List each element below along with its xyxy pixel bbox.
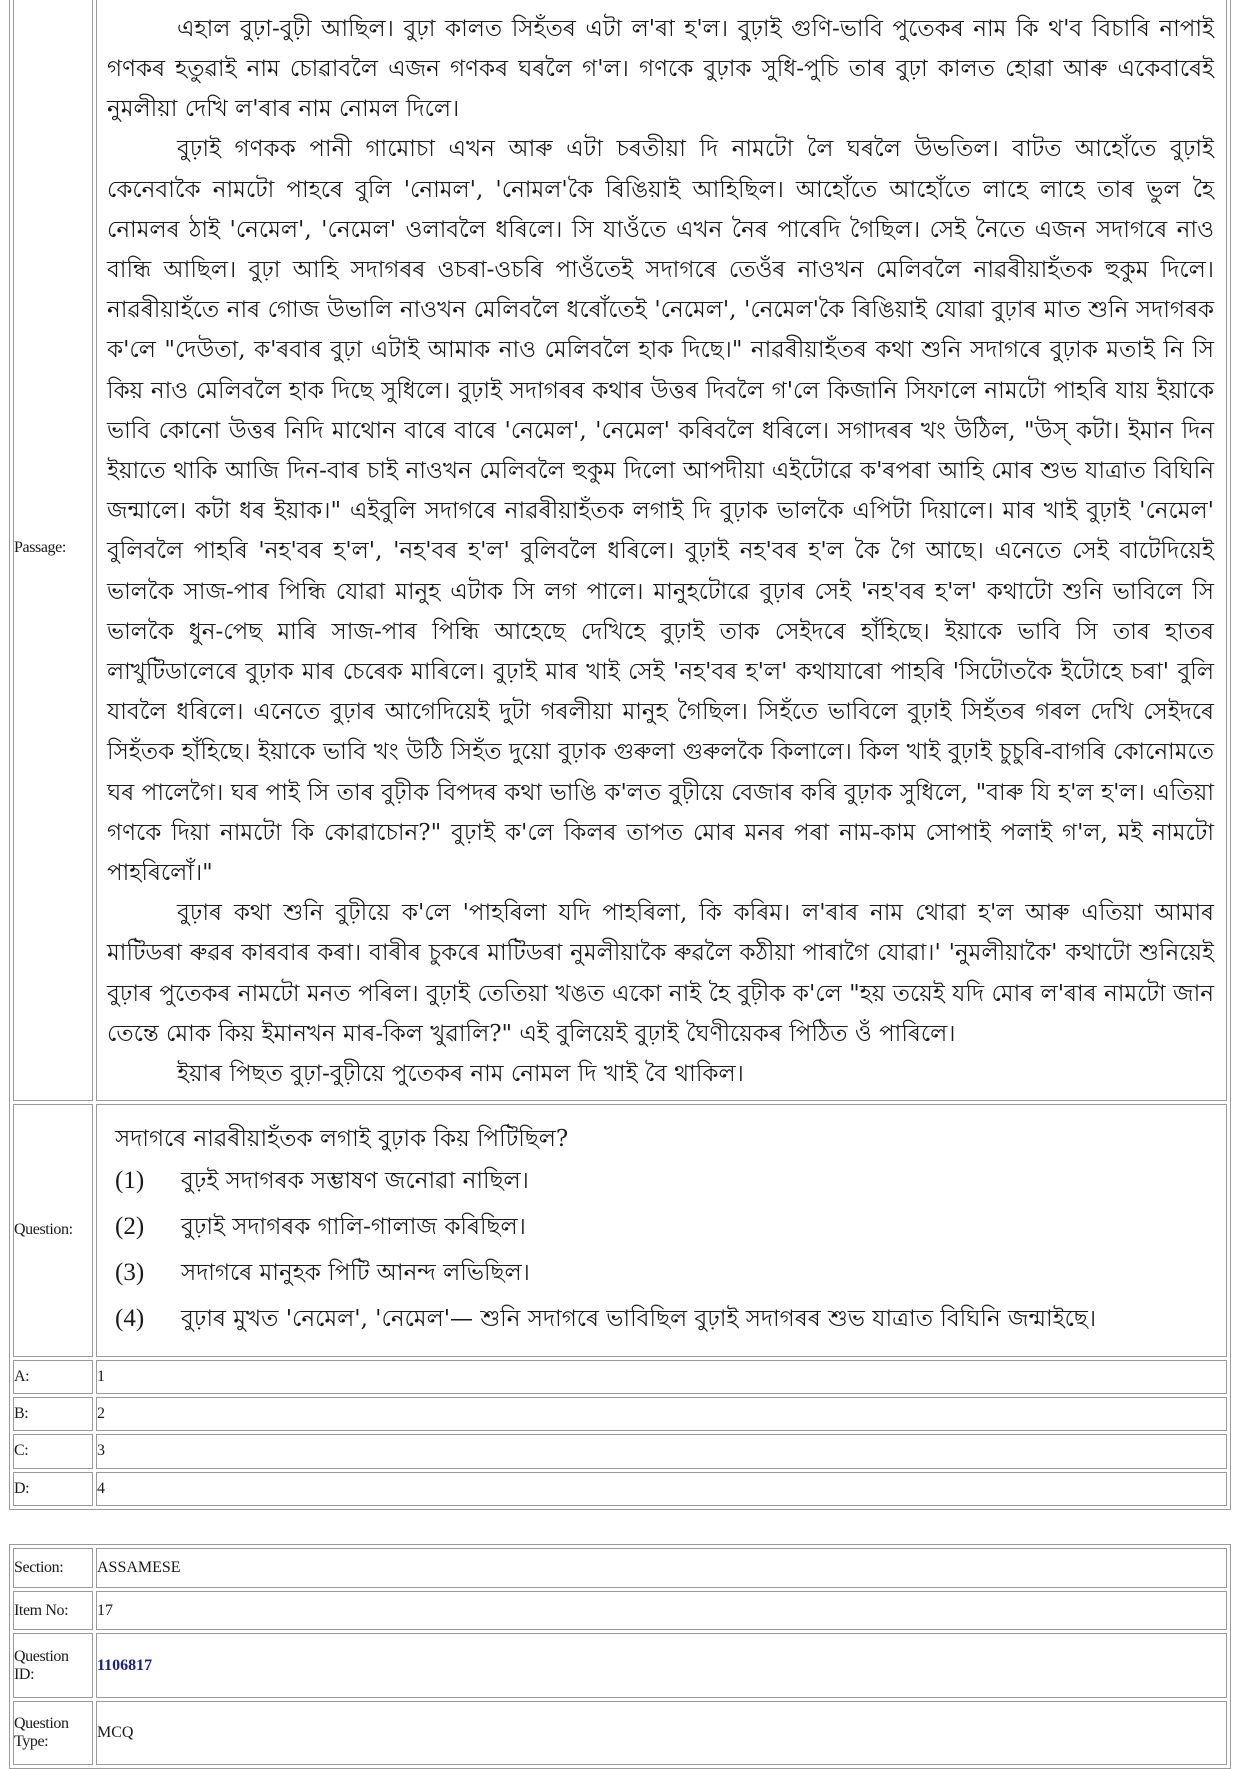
- option-text: বুঢ়াই সদাগৰক গালি-গালাজ কৰিছিল।: [181, 1214, 526, 1241]
- answer-label: B:: [13, 1397, 93, 1431]
- answer-value: 4: [96, 1472, 1227, 1506]
- metadata-table: [9, 1544, 1231, 1769]
- question-table: [9, 0, 1231, 1510]
- section-row: [13, 1548, 1227, 1588]
- answer-label: D:: [13, 1472, 93, 1506]
- passage-cell: [96, 0, 1227, 1101]
- option-text: বুঢ়ই সদাগৰক সম্ভাষণ জনোৱা নাছিল।: [181, 1168, 529, 1195]
- question-id-row: [13, 1633, 1227, 1697]
- passage-paragraph: বুঢ়াৰ কথা শুনি বুঢ়ীয়ে ক'লে 'পাহৰিলা যদি পাহৰিলা, কি কৰিম। ল'ৰাৰ নাম থোৱা হ'ল আৰু এতিয়া আমাৰ মাটিডৰা ৰুৱৰ কাৰবাৰ কৰা। বাৰীৰ চুকৰে মাটিডৰা নুমলীয়াকৈ ৰুৱলৈ কঠীয়া পাৰাগৈ যোৱা।' 'নুমলীয়াকৈ' কথাটো শুনিয়েই বুঢ়াৰ পুতেকৰ নামটো মনত পৰিল। বুঢ়াই তেতিয়া খঙত একো নাই হৈ বুঢ়ীক ক'লে "হয় তয়েই যদি মোৰ ল'ৰাৰ নামটো জান তেন্তে মোক কিয় ইমানখন মাৰ-কিল খুৱালি?" এই বুলিয়েই বুঢ়াই ঘৈণীয়েকৰ পিঠিত ওঁ পাৰিলে।: [107, 900, 1214, 1047]
- answer-row-d: [13, 1472, 1227, 1506]
- question-row: [13, 1104, 1227, 1357]
- question-label: Question:: [13, 1104, 93, 1357]
- answer-label: C:: [13, 1434, 93, 1468]
- passage-paragraph: এহাল বুঢ়া-বুঢ়ী আছিল। বুঢ়া কালত সিহঁতৰ এটা ল'ৰা হ'ল। বুঢ়াই গুণি-ভাবি পুতেকৰ নাম কি থ'ব বিচাৰি নাপাই গণকৰ হতুৱাই নাম চোৱাবলৈ এজন গণকৰ ঘৰলৈ গ'ল। গণকে বুঢ়াক সুধি-পুচি তাৰ বুঢ়া কালত হোৱা আৰু একেবাৰেই নুমলীয়া দেখি ল'ৰাৰ নাম নোমল দিলে।: [107, 15, 1214, 123]
- answer-row-a: [13, 1360, 1227, 1394]
- option-4: [115, 1300, 1208, 1346]
- question-type-row: [13, 1701, 1227, 1765]
- option-text: বুঢ়াৰ মুখত 'নেমেল', 'নেমেল'— শুনি সদাগৰে ভাবিছিল বুঢ়াই সদাগৰৰ শুভ যাত্ৰাত বিঘিনি জন্মাইছে।: [181, 1306, 1097, 1333]
- question-type-label: Question Type:: [13, 1701, 93, 1765]
- section-value: ASSAMESE: [96, 1548, 1227, 1588]
- answer-value: 3: [96, 1434, 1227, 1468]
- passage-paragraph: ইয়াৰ পিছত বুঢ়া-বুঢ়ীয়ে পুতেকৰ নাম নোমল দি খাই বৈ থাকিল।: [177, 1061, 744, 1087]
- question-body: [97, 1106, 1226, 1354]
- passage-label: Passage:: [13, 0, 93, 1101]
- option-number: (3): [115, 1259, 145, 1287]
- question-cell: [96, 1104, 1227, 1357]
- passage-paragraph: বুঢ়াই গণকক পানী গামোচা এখন আৰু এটা চৰতীয়া দি নামটো লৈ ঘৰলৈ উভতিল। বাটত আহোঁতে বুঢ়াই কেনেবাকৈ নামটো পাহৰে বুলি 'নোমল', 'নোমল'কৈ ৰিঙিয়াই আহিছিল। আহোঁতে আহোঁতে লাহে লাহে তাৰ ভুল হৈ নোমলৰ ঠাই 'নেমেল', 'নেমেল' ওলাবলৈ ধৰিলে। সি যাওঁতে এখন নৈৰ পাৰেদি গৈছিল। সেই নৈতে এজন সদাগৰে নাও বান্ধি আছিল। বুঢ়া আহি সদাগৰৰ ওচৰা-ওচৰি পাওঁতেই সদাগৰে তেওঁৰ নাওখন মেলিবলৈ নাৱৰীয়াহঁতক হুকুম দিলে। নাৱৰীয়াহঁতে নাৰ গোজ উভালি নাওখন মেলিবলৈ ধৰোঁতেই 'নেমেল', 'নেমেল'কৈ ৰিঙিয়াই যোৱা বুঢ়াৰ মাত শুনি সদাগৰক ক'লে "দেউতা, ক'ৰবাৰ বুঢ়া এটাই আমাক নাও মেলিবলৈ হাক দিছে।" নাৱৰীয়াহঁতৰ কথা শুনি সদাগৰে বুঢ়াক মতাই নি সি কিয় নাও মেলিবলৈ হাক দিছে সুধিলে। বুঢ়াই সদাগৰৰ কথাৰ উত্তৰ দিবলৈ গ'লে কিজানি সিফালে নামটো পাহৰি যায় ইয়াকে ভাবি কোনো উত্তৰ নিদি মাথোন বাৰে বাৰে 'নেমেল', 'নেমেল' কৰিবলৈ ধৰিলে। সগাদৰৰ খং উঠিল, "উস্ কটা। ইমান দিন ইয়াতে থাকি আজি দিন-বাৰ চাই নাওখন মেলিবলৈ হুকুম দিলো আপদীয়া এইটোৱে ক'ৰপৰা আহি মোৰ শুভ যাত্ৰাত বিঘিনি জন্মালে। কটা ধৰ ইয়াক।" এইবুলি সদাগৰে নাৱৰীয়াহঁতক লগাই দি বুঢ়াক ভালকৈ এপিটা দিয়ালে। মাৰ খাই বুঢ়াই 'নেমেল' বুলিবলৈ পাহৰি 'নহ'বৰ হ'ল', 'নহ'বৰ হ'ল' বুলিবলৈ ধৰিলে। বুঢ়াই নহ'বৰ হ'ল কৈ গৈ আছে। এনেতে সেই বাটেদিয়েই ভালকৈ সাজ-পাৰ পিন্ধি যোৱা মানুহ এটাক সি লগ পালে। মানুহটোৱে বুঢ়াৰ সেই 'নহ'বৰ হ'ল' কথাটো শুনি ভাবিলে সি ভালকৈ ধুন-পেছ মাৰি সাজ-পাৰ পিন্ধি আহেছে দেখিহে বুঢ়াই তাক সেইদৰে হাঁহিছে। ইয়াকে ভাবি সি তাৰ হাতৰ লাখুটিডালেৰে বুঢ়াক মাৰ চেৰেক মাৰিলে। বুঢ়াই মাৰ খাই সেই 'নহ'বৰ হ'ল' কথাযাৰো পাহৰি 'সিটোতকৈ ইটোহে চৰা' বুলি যাবলৈ ধৰিলে। এনেতে বুঢ়াৰ আগেদিয়েই দুটা গৰলীয়া মানুহ গৈছিল। সিহঁতে ভাবিলে বুঢ়াই সিহঁতৰ গৰল দেখি সেইদৰে সিহঁতক হাঁহিছে। ইয়াকে ভাবি খং উঠি সিহঁত দুয়ো বুঢ়াক গুৰুলা গুৰুলকৈ কিলালে। কিল খাই বুঢ়াই চুচুৰি-বাগৰি কোনোমতে ঘৰ পালেগৈ। ঘৰ পাই সি তাৰ বুঢ়ীক বিপদৰ কথা ভাঙি ক'লত বুঢ়ীয়ে বেজাৰ কৰি বুঢ়াক সুধিলে, "বাৰু যি হ'ল হ'ল। এতিয়া গণকে দিয়া নামটো কি কোৱাচোন?" বুঢ়াই ক'লে কিলৰ তাপত মোৰ মনৰ পৰা নাম-কাম সোপাই পলাই গ'ল, মই নামটো পাহৰিলোঁ।": [107, 136, 1214, 886]
- item-no-label: Item No:: [13, 1591, 93, 1631]
- question-id-value: 1106817: [96, 1633, 1227, 1697]
- answer-value: 1: [96, 1360, 1227, 1394]
- answer-label: A:: [13, 1360, 93, 1394]
- item-no-row: [13, 1591, 1227, 1631]
- answer-row-c: [13, 1434, 1227, 1468]
- passage-text: [97, 3, 1226, 1094]
- option-1: [115, 1162, 1208, 1208]
- option-number: (1): [115, 1167, 145, 1195]
- question-type-value: MCQ: [96, 1701, 1227, 1765]
- option-number: (4): [115, 1305, 145, 1333]
- answer-row-b: [13, 1397, 1227, 1431]
- option-text: সদাগৰে মানুহক পিটি আনন্দ লভিছিল।: [181, 1260, 530, 1287]
- answer-value: 2: [96, 1397, 1227, 1431]
- section-label: Section:: [13, 1548, 93, 1588]
- option-number: (2): [115, 1213, 145, 1241]
- option-2: [115, 1208, 1208, 1254]
- passage-row: [13, 0, 1227, 1101]
- item-no-value: 17: [96, 1591, 1227, 1631]
- question-stem: সদাগৰে নাৱৰীয়াহঁতক লগাই বুঢ়াক কিয় পিটিছিল?: [115, 1126, 569, 1153]
- question-id-label: Question ID:: [13, 1633, 93, 1697]
- option-3: [115, 1254, 1208, 1300]
